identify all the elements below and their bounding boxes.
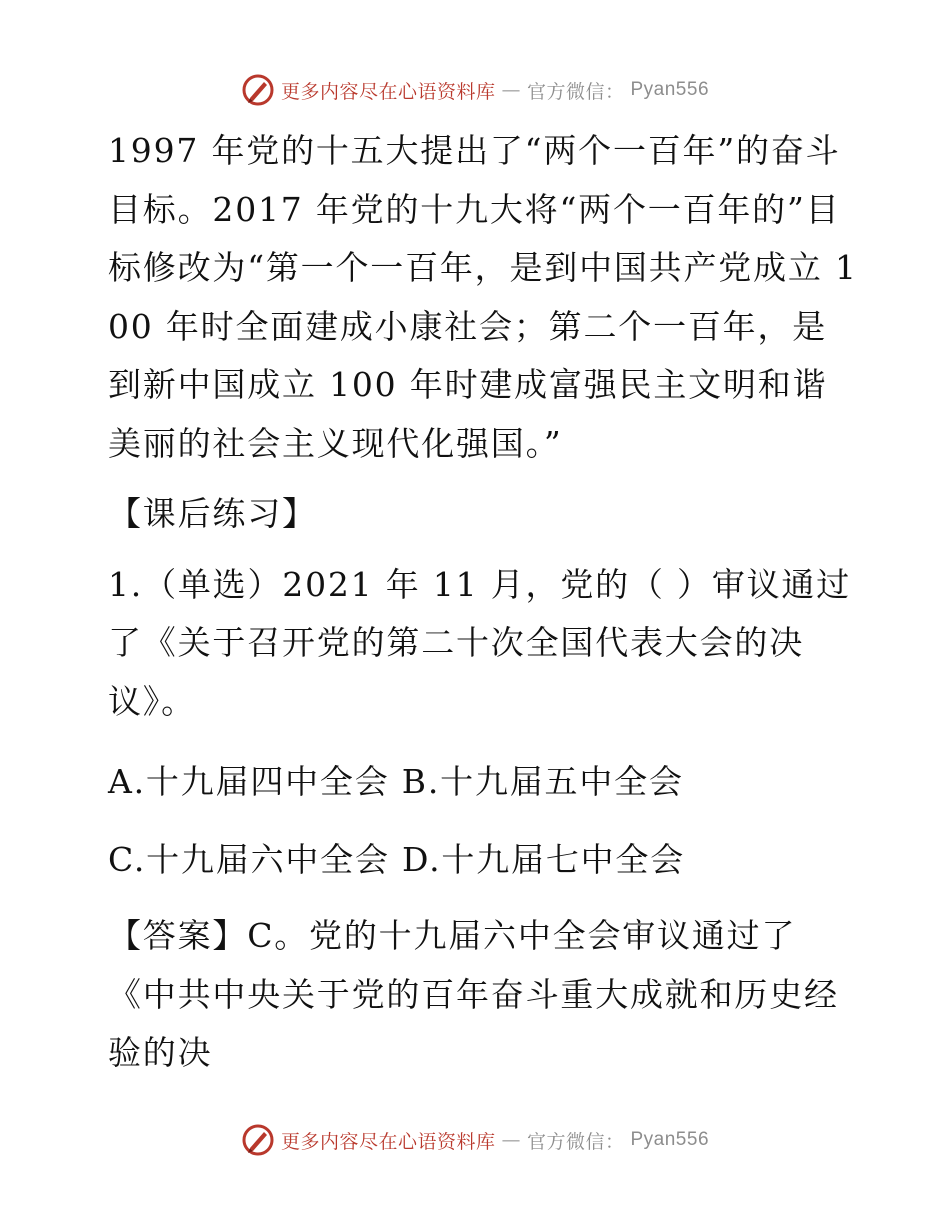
watermark-wechat-id: Pyan556 [630,79,710,100]
watermark-official: 官方微信： [526,1130,625,1153]
footer-watermark [0,1120,950,1160]
document-body [98,122,858,1083]
watermark-text: 更多内容尽在心语资料库 [280,1130,496,1153]
watermark-separator: — [501,79,521,101]
section-heading: 【课后练习】 [108,494,317,533]
watermark-official: 官方微信： [526,80,625,103]
watermark-text: 更多内容尽在心语资料库 [280,80,496,103]
watermark [241,1123,709,1157]
header-watermark [0,70,950,110]
pen-logo-icon [241,1123,275,1157]
answer-paragraph: 【答案】C。党的十九届六中全会审议通过了《中共中央关于党的百年奋斗重大成就和历史经验的决 [108,916,839,1072]
watermark [241,73,709,107]
question-stem: 1.（单选）2021 年 11 月，党的（ ）审议通过了《关于召开党的第二十次全国代表大会的决议》。 [108,564,852,721]
options-row-ab: A.十九届四中全会 B.十九届五中全会 [108,762,684,801]
pen-logo-icon [241,73,275,107]
watermark-separator: — [501,1129,521,1151]
options-row-cd: C.十九届六中全会 D.十九届七中全会 [108,840,686,879]
question-options [98,743,858,899]
intro-paragraph: 1997 年党的十五大提出了“两个一百年”的奋斗目标。2017 年党的十九大将“两个一百年的”目标修改为“第一个一百年，是到中国共产党成立 100 年时全面建成小康社会；第二个一百年，是到新中国成立 100 年时建成富强民主文明和谐美丽的社会主义现代化强国。” [108,131,858,463]
watermark-wechat-id: Pyan556 [630,1129,710,1150]
